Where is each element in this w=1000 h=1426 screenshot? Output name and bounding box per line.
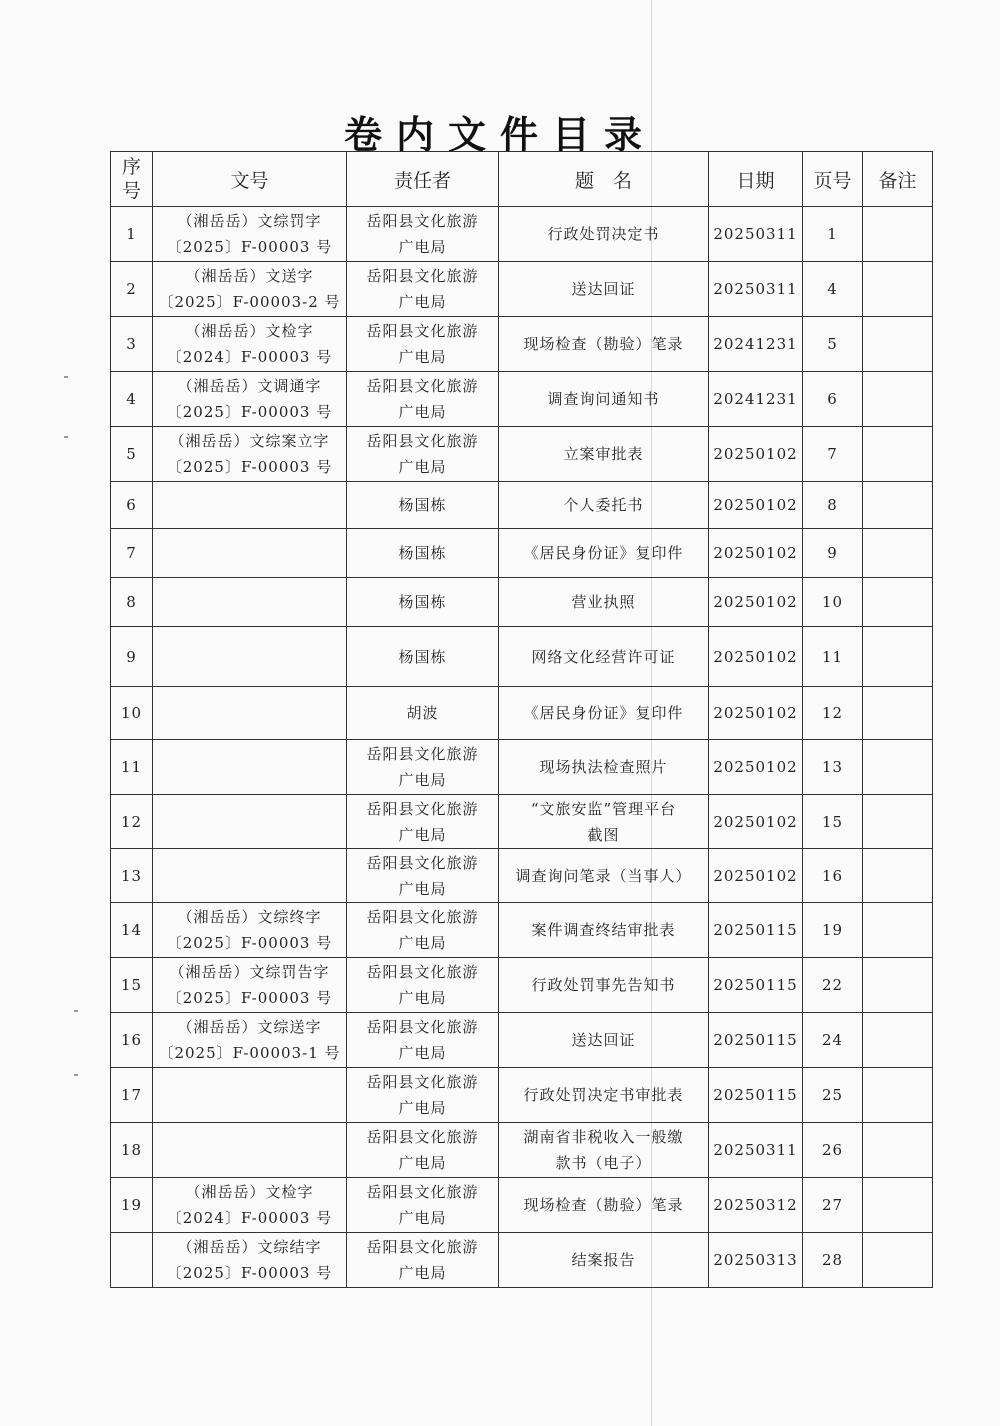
header-date: 日期 xyxy=(709,152,803,207)
table-row xyxy=(111,262,933,317)
file-catalog-table xyxy=(110,151,933,1288)
table-row xyxy=(111,482,933,529)
row-doc-no-cell xyxy=(153,740,347,795)
row-date-cell: 20250312 xyxy=(709,1178,803,1233)
row-date-cell: 20250102 xyxy=(709,795,803,849)
row-doc-no-cell xyxy=(153,1123,347,1178)
row-doc-no-cell xyxy=(153,1068,347,1123)
row-doc-no-cell: （湘岳岳）文检字 〔2024〕F-00003 号 xyxy=(153,1178,347,1233)
table-row xyxy=(111,317,933,372)
row-seq-cell: 6 xyxy=(111,482,153,529)
row-doc-no-cell: （湘岳岳）文综送字 〔2025〕F-00003-1 号 xyxy=(153,1013,347,1068)
row-responsible-cell: 岳阳县文化旅游 广电局 xyxy=(347,903,499,958)
row-remark-cell xyxy=(863,687,933,740)
row-page-cell: 26 xyxy=(803,1123,863,1178)
row-remark-cell xyxy=(863,627,933,687)
row-doc-no-cell: （湘岳岳）文调通字 〔2025〕F-00003 号 xyxy=(153,372,347,427)
header-seq: 序 号 xyxy=(111,152,153,207)
row-doc-no-cell xyxy=(153,627,347,687)
table-row xyxy=(111,1068,933,1123)
row-date-cell: 20250115 xyxy=(709,958,803,1013)
header-doc-no: 文号 xyxy=(153,152,347,207)
table-row xyxy=(111,849,933,903)
row-remark-cell xyxy=(863,740,933,795)
page-title: 卷内文件目录 xyxy=(343,113,656,157)
row-responsible-cell: 岳阳县文化旅游 广电局 xyxy=(347,372,499,427)
row-page-cell: 11 xyxy=(803,627,863,687)
row-seq-cell: 14 xyxy=(111,903,153,958)
row-remark-cell xyxy=(863,207,933,262)
row-date-cell: 20250115 xyxy=(709,1068,803,1123)
row-responsible-cell: 岳阳县文化旅游 广电局 xyxy=(347,740,499,795)
row-seq-cell: 19 xyxy=(111,1178,153,1233)
row-doc-no-cell: （湘岳岳）文送字 〔2025〕F-00003-2 号 xyxy=(153,262,347,317)
row-date-cell: 20250102 xyxy=(709,482,803,529)
row-seq-cell xyxy=(111,1233,153,1288)
row-page-cell: 19 xyxy=(803,903,863,958)
header-responsible: 责任者 xyxy=(347,152,499,207)
row-doc-no-cell: （湘岳岳）文综罚字 〔2025〕F-00003 号 xyxy=(153,207,347,262)
row-doc-no-cell xyxy=(153,795,347,849)
row-subject-cell: “文旅安监”管理平台 截图 xyxy=(499,795,709,849)
row-responsible-cell: 岳阳县文化旅游 广电局 xyxy=(347,1178,499,1233)
row-responsible-cell: 杨国栋 xyxy=(347,482,499,529)
row-remark-cell xyxy=(863,427,933,482)
row-responsible-cell: 杨国栋 xyxy=(347,529,499,578)
row-subject-cell: 现场检查（勘验）笔录 xyxy=(499,317,709,372)
row-responsible-cell: 岳阳县文化旅游 广电局 xyxy=(347,1233,499,1288)
row-page-cell: 15 xyxy=(803,795,863,849)
row-page-cell: 4 xyxy=(803,262,863,317)
row-seq-cell: 2 xyxy=(111,262,153,317)
row-page-cell: 7 xyxy=(803,427,863,482)
row-responsible-cell: 岳阳县文化旅游 广电局 xyxy=(347,317,499,372)
table-row xyxy=(111,1013,933,1068)
row-page-cell: 10 xyxy=(803,578,863,627)
row-seq-cell: 15 xyxy=(111,958,153,1013)
row-seq-cell: 12 xyxy=(111,795,153,849)
scan-speck xyxy=(74,1010,78,1012)
table-row xyxy=(111,427,933,482)
row-responsible-cell: 岳阳县文化旅游 广电局 xyxy=(347,427,499,482)
row-remark-cell xyxy=(863,578,933,627)
table-row xyxy=(111,958,933,1013)
row-remark-cell xyxy=(863,529,933,578)
row-doc-no-cell xyxy=(153,849,347,903)
row-doc-no-cell: （湘岳岳）文综终字 〔2025〕F-00003 号 xyxy=(153,903,347,958)
row-date-cell: 20250311 xyxy=(709,1123,803,1178)
row-subject-cell: 个人委托书 xyxy=(499,482,709,529)
row-date-cell: 20250102 xyxy=(709,687,803,740)
row-subject-cell: 调查询问笔录（当事人） xyxy=(499,849,709,903)
row-subject-cell: 案件调查终结审批表 xyxy=(499,903,709,958)
table-row xyxy=(111,1233,933,1288)
row-doc-no-cell xyxy=(153,687,347,740)
row-responsible-cell: 岳阳县文化旅游 广电局 xyxy=(347,207,499,262)
row-subject-cell: 送达回证 xyxy=(499,1013,709,1068)
row-subject-cell: 行政处罚决定书 xyxy=(499,207,709,262)
header-remark: 备注 xyxy=(863,152,933,207)
row-doc-no-cell: （湘岳岳）文检字 〔2024〕F-00003 号 xyxy=(153,317,347,372)
row-date-cell: 20241231 xyxy=(709,317,803,372)
row-doc-no-cell xyxy=(153,529,347,578)
row-doc-no-cell: （湘岳岳）文综案立字 〔2025〕F-00003 号 xyxy=(153,427,347,482)
row-page-cell: 22 xyxy=(803,958,863,1013)
row-seq-cell: 7 xyxy=(111,529,153,578)
row-responsible-cell: 岳阳县文化旅游 广电局 xyxy=(347,1013,499,1068)
row-subject-cell: 送达回证 xyxy=(499,262,709,317)
row-page-cell: 24 xyxy=(803,1013,863,1068)
row-seq-cell: 8 xyxy=(111,578,153,627)
table-row xyxy=(111,903,933,958)
row-subject-cell: 现场检查（勘验）笔录 xyxy=(499,1178,709,1233)
header-subject: 题 名 xyxy=(499,152,709,207)
row-subject-cell: 立案审批表 xyxy=(499,427,709,482)
row-remark-cell xyxy=(863,1068,933,1123)
row-date-cell: 20250115 xyxy=(709,903,803,958)
table-header-row xyxy=(111,152,933,207)
row-subject-cell: 网络文化经营许可证 xyxy=(499,627,709,687)
row-subject-cell: 现场执法检查照片 xyxy=(499,740,709,795)
table-row xyxy=(111,578,933,627)
row-subject-cell: 调查询问通知书 xyxy=(499,372,709,427)
row-doc-no-cell xyxy=(153,578,347,627)
row-subject-cell: 结案报告 xyxy=(499,1233,709,1288)
table-row xyxy=(111,795,933,849)
row-page-cell: 16 xyxy=(803,849,863,903)
row-seq-cell: 9 xyxy=(111,627,153,687)
row-date-cell: 20241231 xyxy=(709,372,803,427)
row-page-cell: 6 xyxy=(803,372,863,427)
row-seq-cell: 10 xyxy=(111,687,153,740)
table-row xyxy=(111,372,933,427)
row-subject-cell: 《居民身份证》复印件 xyxy=(499,529,709,578)
header-page: 页号 xyxy=(803,152,863,207)
row-date-cell: 20250311 xyxy=(709,262,803,317)
row-page-cell: 8 xyxy=(803,482,863,529)
table-row xyxy=(111,207,933,262)
table-row xyxy=(111,1178,933,1233)
row-date-cell: 20250102 xyxy=(709,740,803,795)
row-date-cell: 20250102 xyxy=(709,849,803,903)
row-page-cell: 28 xyxy=(803,1233,863,1288)
row-responsible-cell: 岳阳县文化旅游 广电局 xyxy=(347,849,499,903)
row-responsible-cell: 杨国栋 xyxy=(347,627,499,687)
row-date-cell: 20250311 xyxy=(709,207,803,262)
row-remark-cell xyxy=(863,317,933,372)
row-responsible-cell: 胡波 xyxy=(347,687,499,740)
row-doc-no-cell: （湘岳岳）文综结字 〔2025〕F-00003 号 xyxy=(153,1233,347,1288)
row-seq-cell: 4 xyxy=(111,372,153,427)
row-remark-cell xyxy=(863,849,933,903)
row-seq-cell: 16 xyxy=(111,1013,153,1068)
row-remark-cell xyxy=(863,1013,933,1068)
scan-speck xyxy=(64,436,68,438)
row-page-cell: 1 xyxy=(803,207,863,262)
table-row xyxy=(111,529,933,578)
row-page-cell: 5 xyxy=(803,317,863,372)
row-subject-cell: 《居民身份证》复印件 xyxy=(499,687,709,740)
row-responsible-cell: 岳阳县文化旅游 广电局 xyxy=(347,1123,499,1178)
row-date-cell: 20250102 xyxy=(709,627,803,687)
row-date-cell: 20250102 xyxy=(709,427,803,482)
row-seq-cell: 17 xyxy=(111,1068,153,1123)
table-row xyxy=(111,627,933,687)
row-subject-cell: 行政处罚事先告知书 xyxy=(499,958,709,1013)
scan-speck xyxy=(64,376,68,378)
row-remark-cell xyxy=(863,795,933,849)
table-row xyxy=(111,1123,933,1178)
row-remark-cell xyxy=(863,1178,933,1233)
table-row xyxy=(111,740,933,795)
row-seq-cell: 1 xyxy=(111,207,153,262)
row-remark-cell xyxy=(863,482,933,529)
row-subject-cell: 营业执照 xyxy=(499,578,709,627)
row-seq-cell: 18 xyxy=(111,1123,153,1178)
row-responsible-cell: 杨国栋 xyxy=(347,578,499,627)
row-responsible-cell: 岳阳县文化旅游 广电局 xyxy=(347,795,499,849)
row-seq-cell: 3 xyxy=(111,317,153,372)
row-remark-cell xyxy=(863,1123,933,1178)
row-page-cell: 13 xyxy=(803,740,863,795)
row-remark-cell xyxy=(863,372,933,427)
row-subject-cell: 湖南省非税收入一般缴 款书（电子） xyxy=(499,1123,709,1178)
row-remark-cell xyxy=(863,262,933,317)
row-responsible-cell: 岳阳县文化旅游 广电局 xyxy=(347,1068,499,1123)
row-page-cell: 9 xyxy=(803,529,863,578)
row-subject-cell: 行政处罚决定书审批表 xyxy=(499,1068,709,1123)
table-row xyxy=(111,687,933,740)
row-doc-no-cell: （湘岳岳）文综罚告字 〔2025〕F-00003 号 xyxy=(153,958,347,1013)
scan-speck xyxy=(74,1074,78,1076)
row-remark-cell xyxy=(863,958,933,1013)
row-responsible-cell: 岳阳县文化旅游 广电局 xyxy=(347,958,499,1013)
row-responsible-cell: 岳阳县文化旅游 广电局 xyxy=(347,262,499,317)
row-date-cell: 20250115 xyxy=(709,1013,803,1068)
row-seq-cell: 11 xyxy=(111,740,153,795)
row-remark-cell xyxy=(863,1233,933,1288)
row-page-cell: 25 xyxy=(803,1068,863,1123)
row-date-cell: 20250102 xyxy=(709,578,803,627)
row-date-cell: 20250313 xyxy=(709,1233,803,1288)
row-page-cell: 27 xyxy=(803,1178,863,1233)
row-seq-cell: 5 xyxy=(111,427,153,482)
row-seq-cell: 13 xyxy=(111,849,153,903)
row-remark-cell xyxy=(863,903,933,958)
row-date-cell: 20250102 xyxy=(709,529,803,578)
row-page-cell: 12 xyxy=(803,687,863,740)
row-doc-no-cell xyxy=(153,482,347,529)
